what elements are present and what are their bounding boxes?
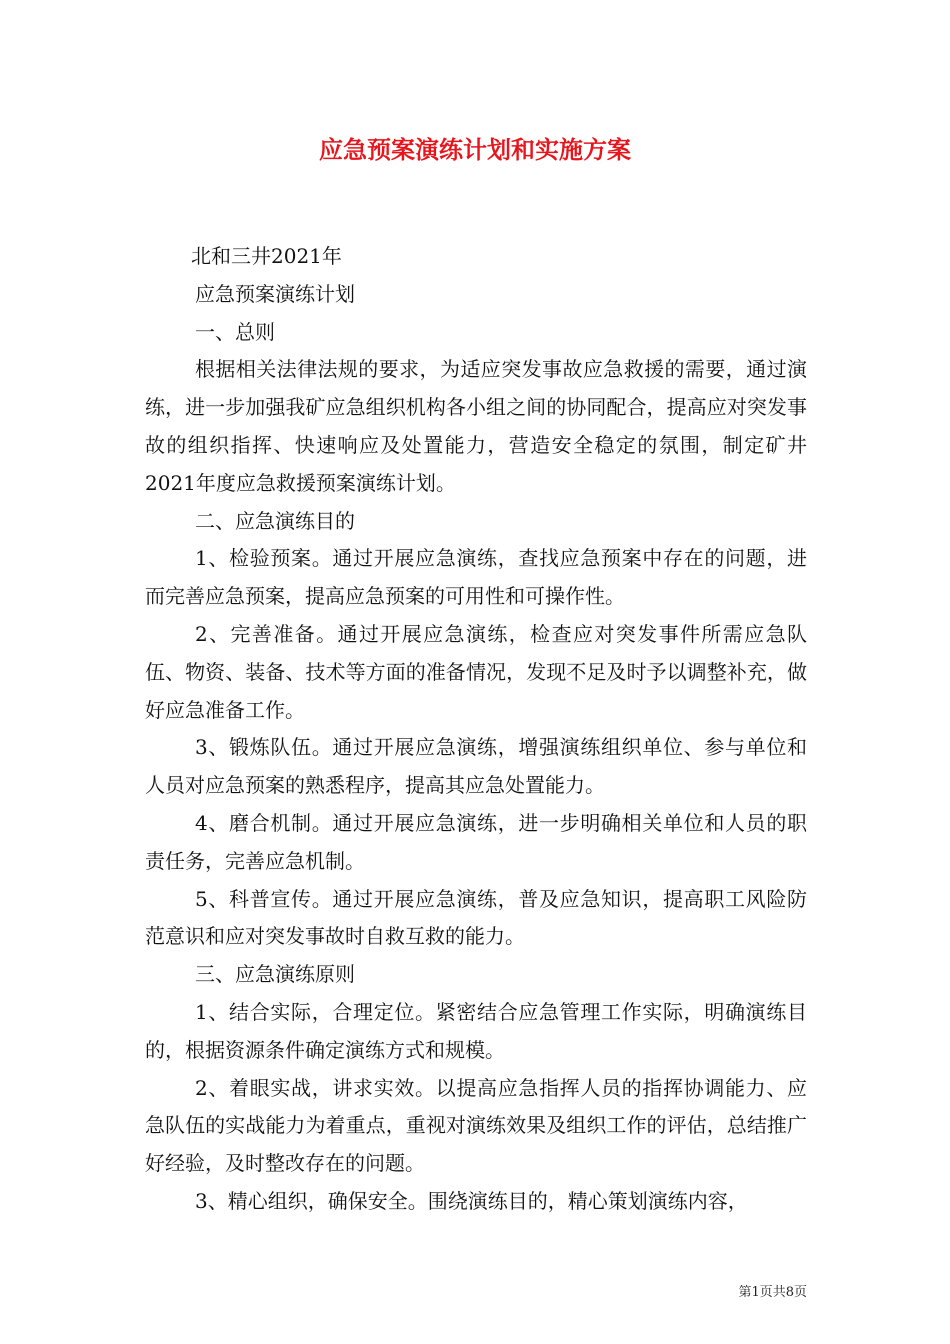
paragraph-mine-year: 北和三井2021年 — [191, 244, 342, 268]
paragraph-principle-1: 1、结合实际，合理定位。紧密结合应急管理工作实际，明确演练目的，根据资源条件确定演练方式和规模。 — [145, 999, 807, 1062]
paragraph-purpose-5: 5、科普宣传。通过开展应急演练，普及应急知识，提高职工风险防范意识和应对突发事故时自救互救的能力。 — [145, 886, 807, 949]
paragraph-principle-2: 2、着眼实战，讲求实效。以提高应急指挥人员的指挥协调能力、应急队伍的实战能力为着重点，重视对演练效果及组织工作的评估，总结推广好经验，及时整改存在的问题。 — [145, 1075, 807, 1176]
paragraph-purpose-2: 2、完善准备。通过开展应急演练，检查应对突发事件所需应急队伍、物资、装备、技术等方面的准备情况，发现不足及时予以调整补充，做好应急准备工作。 — [145, 621, 807, 722]
paragraph-purpose-3: 3、锻炼队伍。通过开展应急演练，增强演练组织单位、参与单位和人员对应急预案的熟悉程序，提高其应急处置能力。 — [145, 735, 807, 798]
section-heading-purpose: 二、应急演练目的 — [195, 508, 355, 533]
paragraph-purpose-1: 1、检验预案。通过开展应急演练，查找应急预案中存在的问题，进而完善应急预案，提高应急预案的可用性和可操作性。 — [145, 546, 807, 609]
paragraph-purpose-4: 4、磨合机制。通过开展应急演练，进一步明确相关单位和人员的职责任务，完善应急机制。 — [145, 810, 807, 873]
paragraph-general-text: 根据相关法律法规的要求，为适应突发事故应急救援的需要，通过演练，进一步加强我矿应急组织机构各小组之间的协同配合，提高应对突发事故的组织指挥、快速响应及处置能力，营造安全稳定的氛围，制定矿井2021年度应急救援预案演练计划。 — [145, 357, 807, 495]
paragraph-plan-heading: 应急预案演练计划 — [195, 281, 355, 306]
paragraph-principle-3: 3、精心组织，确保安全。围绕演练目的，精心策划演练内容， — [195, 1188, 748, 1213]
page-number-footer: 第1页共8页 — [738, 1285, 807, 1300]
document-title: 应急预案演练计划和实施方案 — [319, 135, 631, 164]
document-body — [145, 238, 807, 1221]
section-heading-general: 一、总则 — [195, 319, 275, 344]
section-heading-principles: 三、应急演练原则 — [195, 962, 355, 987]
